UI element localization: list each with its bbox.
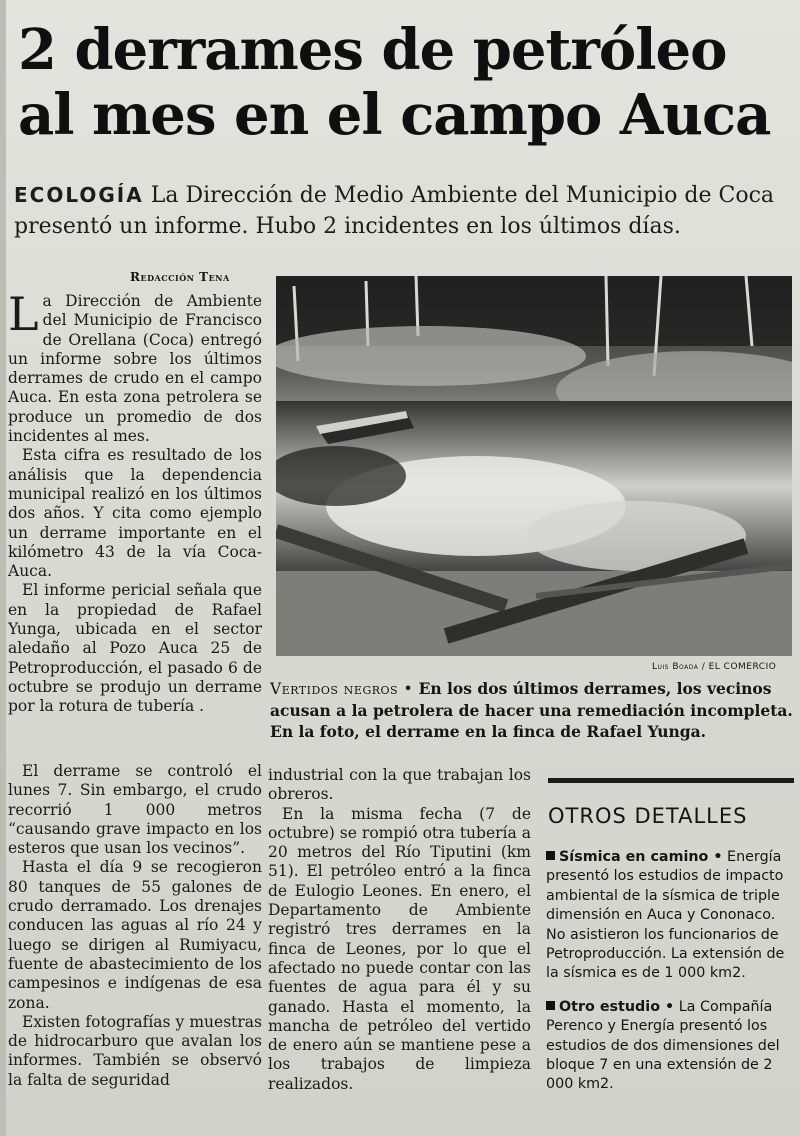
article-paragraph: El informe pericial señala que en la propiedad de Rafael Yunga, ubicada en el sector aledaño al Pozo Auca 25 de Petroproducción, el pasado 6 de octubre se produjo un derrame por la rotura de tubería . [8, 581, 262, 716]
photo-credit: Luis Boada / EL COMERCIO [652, 662, 777, 672]
photo-caption [270, 678, 796, 742]
article-column-1-top [8, 287, 262, 717]
deck-text: La Dirección de Medio Ambiente del Municipio de Coca presentó un informe. Hubo 2 incidentes en los últimos días. [14, 183, 775, 239]
article-paragraph: industrial con la que trabajan los obreros. [268, 766, 531, 804]
sidebar-otros-detalles [546, 788, 794, 1109]
paragraph-text: a Dirección de Ambiente del Municipio de Francisco de Orellana (Coca) entregó un informe sobre los últimos derrames de crudo en el campo Auca. En esta zona petrolera se produce un promedio de dos incidentes al mes. [8, 292, 262, 446]
article-paragraph: Existen fotografías y muestras de hidrocarburo que avalan los informes. También se observó la falta de seguridad [8, 1012, 262, 1089]
news-photo [276, 276, 792, 656]
sidebar-item-head: Otro estudio • [559, 998, 675, 1015]
sidebar-item-text: La Compañía Perenco y Energía presentó los estudios de dos dimensiones del bloque 7 en una extensión de 2 000 km2. [546, 998, 780, 1093]
article-paragraph: Esta cifra es resultado de los análisis que la dependencia municipal realizó en los últimos dos años. Y cita como ejemplo un derrame importante en el kilómetro 43 de la vía Coca-Auca. [8, 446, 262, 581]
article-paragraph [8, 287, 262, 446]
article-paragraph: Hasta el día 9 se recogieron 80 tanques de 55 galones de crudo derramado. Los drenajes conducen las aguas al río 24 y luego se dirigen al Rumiyacu, fuente de abastecimiento de los campesinos e indígenas de esa zona. [8, 858, 262, 1012]
article-column-1-bottom [8, 762, 262, 1090]
sidebar-title: OTROS DETALLES [548, 804, 748, 828]
article-column-2 [268, 766, 531, 1094]
caption-kicker: Vertidos negros • [270, 680, 414, 698]
headline: 2 derrames de petróleo al mes en el campo Auca [18, 17, 771, 148]
square-bullet-icon [546, 1001, 555, 1010]
article-paragraph: En la misma fecha (7 de octubre) se rompió otra tubería a 20 metros del Río Tiputini (km 51). El petróleo entró a la finca de Eulogio Leones. En enero, el Departamento de Ambiente registró tres derrames en la finca de Leones, por lo que el afectado no puede contar con las fuentes de agua para él y su ganado. Hasta el momento, la mancha de petróleo del vertido de enero aún se mantiene pese a los trabajos de limpieza realizados. [268, 804, 531, 1093]
swamp-photo-illustration [276, 276, 792, 656]
caption-text: En los dos últimos derrames, los vecinos acusan a la petrolera de hacer una remediación incompleta. En la foto, el derrame en la finca de Rafael Yunga. [270, 679, 793, 741]
byline: Redacción Tena [130, 270, 230, 284]
sidebar-item [546, 998, 794, 1095]
article-paragraph: El derrame se controló el lunes 7. Sin embargo, el crudo recorrió 1 000 metros “causando grave impacto en los esteros que usan los vecinos”. [8, 762, 262, 858]
deck [14, 180, 794, 242]
sidebar-item [546, 848, 794, 984]
page-gutter [0, 0, 6, 1136]
sidebar-item-text: Energía presentó los estudios de impacto ambiental de la sísmica de triple dimensión en Auca y Cononaco. No asistieron los funcionarios de Petroproducción. La extensión de la sísmica es de 1 000 km2. [546, 849, 785, 982]
dropcap: L [8, 287, 39, 341]
square-bullet-icon [546, 851, 555, 860]
deck-kicker: ECOLOGÍA [14, 183, 144, 207]
sidebar-rule [548, 778, 794, 783]
sidebar-item-head: Sísmica en camino • [559, 849, 723, 865]
